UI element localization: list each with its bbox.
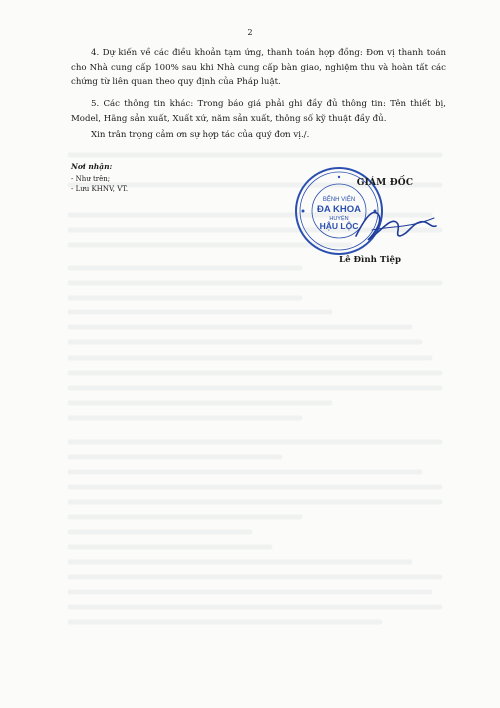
recipients-title: Nơi nhận: (71, 162, 113, 171)
page-number: 2 (247, 28, 253, 37)
paragraph-thanks: Xin trân trọng cảm ơn sự hợp tác của quý đơn vị./. (91, 130, 310, 140)
paragraph-payment-terms: 4. Dự kiến về các điều khoản tạm ứng, thanh toán hợp đồng: Đơn vị thanh toán cho Nhà cung cấp 100% sau khi Nhà cung cấp bàn giao, nghiệm thu và hoàn tất các chứng từ liên quan theo quy định của Pháp luật. (71, 48, 446, 87)
stamp-text: BỆNH VIỆN (322, 197, 356, 203)
paragraph-other-info: 5. Các thông tin khác: Trong báo giá phải ghi đầy đủ thông tin: Tên thiết bị, Model, Hãng sản xuất, Xuất xứ, năm sản xuất, thông số kỹ thuật đầy đủ. (71, 99, 446, 124)
recipient-item: - Lưu KHNV, VT. (71, 185, 129, 193)
signer-name: Lê Đình Tiệp (339, 255, 401, 265)
handwritten-signature (350, 200, 440, 248)
signer-title: GIÁM ĐỐC (356, 178, 414, 188)
recipient-item: - Như trên; (71, 175, 111, 183)
recipients-block (71, 162, 128, 194)
stamp-text: HẬU LỘC (319, 221, 359, 231)
stamp-text: HUYỆN (329, 216, 349, 222)
stamp-text: ĐA KHOA (317, 204, 361, 215)
